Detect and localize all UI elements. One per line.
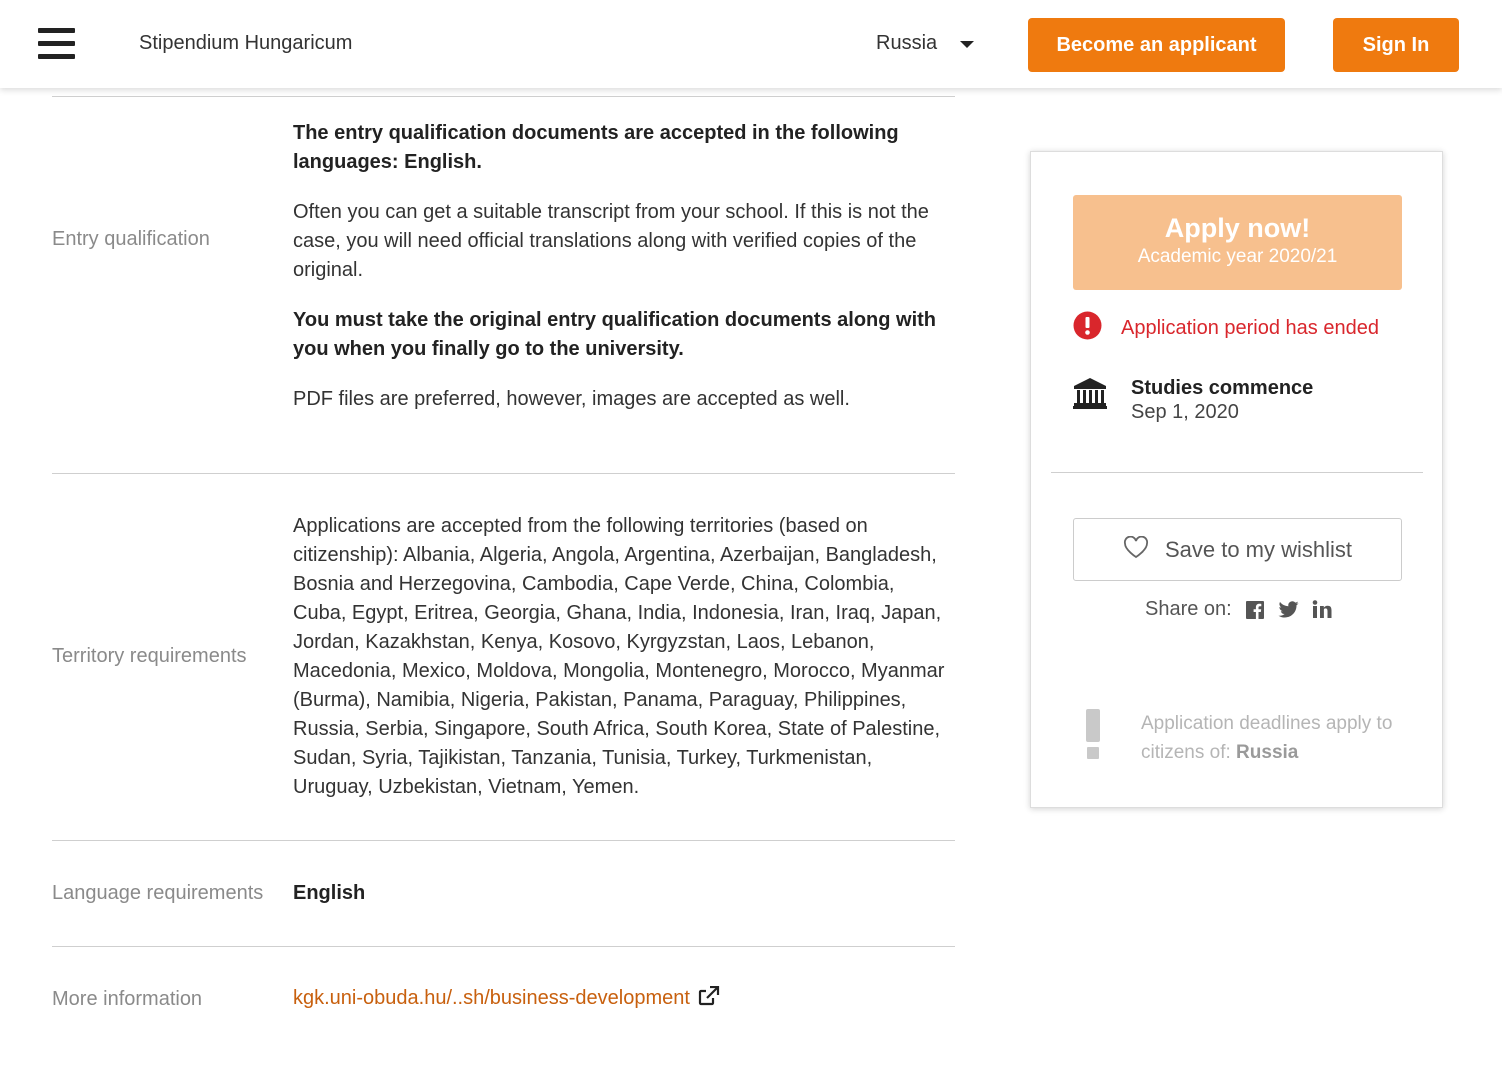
external-link-icon[interactable] <box>698 986 720 1012</box>
save-to-wishlist-button[interactable] <box>1073 518 1402 581</box>
deadline-note-body: Application deadlines apply to citizens of: <box>1141 713 1393 763</box>
entry-qualification-label: Entry qualification <box>52 228 210 250</box>
language-requirements-value: English <box>293 882 366 904</box>
share-bar <box>1145 598 1332 621</box>
apply-now-button[interactable] <box>1073 195 1402 290</box>
territory-requirements-content <box>293 512 953 823</box>
heart-icon <box>1123 536 1149 564</box>
row-divider <box>52 96 955 97</box>
entry-transcript-text: Often you can get a suitable transcript from your school. If this is not the case, you will need official translations along with verified copies of the original. <box>293 201 929 281</box>
twitter-icon[interactable] <box>1278 601 1299 619</box>
chevron-down-icon[interactable] <box>960 41 974 48</box>
apply-now-academic-year: Academic year 2020/21 <box>1137 246 1338 267</box>
error-icon <box>1073 311 1102 345</box>
wishlist-label: Save to my wishlist <box>1164 536 1353 562</box>
deadline-note <box>1083 709 1442 767</box>
brand-title[interactable]: Stipendium Hungaricum <box>139 32 353 54</box>
facebook-icon[interactable] <box>1245 600 1265 620</box>
territory-list-text: Applications are accepted from the following territories (based on citizenship): Albania, Algeria, Angola, Argentina, Azerbaijan, Bangladesh, Bosnia and Herzegovina, Cambodia, Cape Verde, China, Colombia, Cuba, Egypt, Eritrea, Georgia, Ghana, India, Indonesia, Iran, Iraq, Japan, Jordan, Kazakhstan, Kenya, Kosovo, Kyrgyzstan, Laos, Lebanon, Macedonia, Mexico, Moldova, Mongolia, Montenegro, Morocco, Myanmar (Burma), Namibia, Nigeria, Pakistan, Panama, Paraguay, Philippines, Russia, Serbia, Singapore, South Africa, South Korea, State of Palestine, Sudan, Syria, Tajikistan, Tanzania, Tunisia, Turkey, Turkmenistan, Uruguay, Uzbekistan, Vietnam, Yemen. <box>293 515 945 798</box>
top-header <box>0 0 1502 88</box>
more-information-link[interactable] <box>293 986 720 1012</box>
studies-commence-label: Studies commence <box>1131 377 1314 399</box>
entry-original-docs-text: You must take the original entry qualification documents along with you when you finally go to the university. <box>293 309 937 360</box>
studies-commence-date: Sep 1, 2020 <box>1131 401 1239 423</box>
territory-requirements-label: Territory requirements <box>52 645 247 667</box>
row-divider <box>52 840 955 841</box>
application-period-status <box>1073 311 1379 345</box>
share-label: Share on: <box>1145 598 1232 620</box>
language-requirements-label: Language requirements <box>52 882 264 904</box>
exclamation-icon <box>1083 709 1103 767</box>
entry-qualification-content <box>293 119 953 435</box>
linkedin-icon[interactable] <box>1312 600 1332 619</box>
more-information-link-text[interactable]: kgk.uni-obuda.hu/..sh/business-development <box>293 987 690 1009</box>
deadline-note-country: Russia <box>1236 742 1299 763</box>
entry-languages-text: The entry qualification documents are accepted in the following languages: English. <box>293 122 899 173</box>
application-card <box>1030 151 1443 808</box>
deadline-note-text <box>1141 709 1442 767</box>
entry-file-format-text: PDF files are preferred, however, images are accepted as well. <box>293 388 850 410</box>
row-divider <box>52 946 955 947</box>
card-divider <box>1051 472 1423 473</box>
sign-in-button[interactable]: Sign In <box>1333 18 1459 72</box>
apply-now-title: Apply now! <box>1164 213 1311 243</box>
studies-commence <box>1073 377 1313 424</box>
more-information-label: More information <box>52 988 203 1010</box>
become-applicant-button[interactable]: Become an applicant <box>1028 18 1285 72</box>
application-period-text: Application period has ended <box>1121 316 1379 339</box>
country-selector[interactable]: Russia <box>876 32 938 54</box>
university-building-icon <box>1073 377 1107 424</box>
row-divider <box>52 473 955 474</box>
menu-icon[interactable] <box>38 28 75 60</box>
